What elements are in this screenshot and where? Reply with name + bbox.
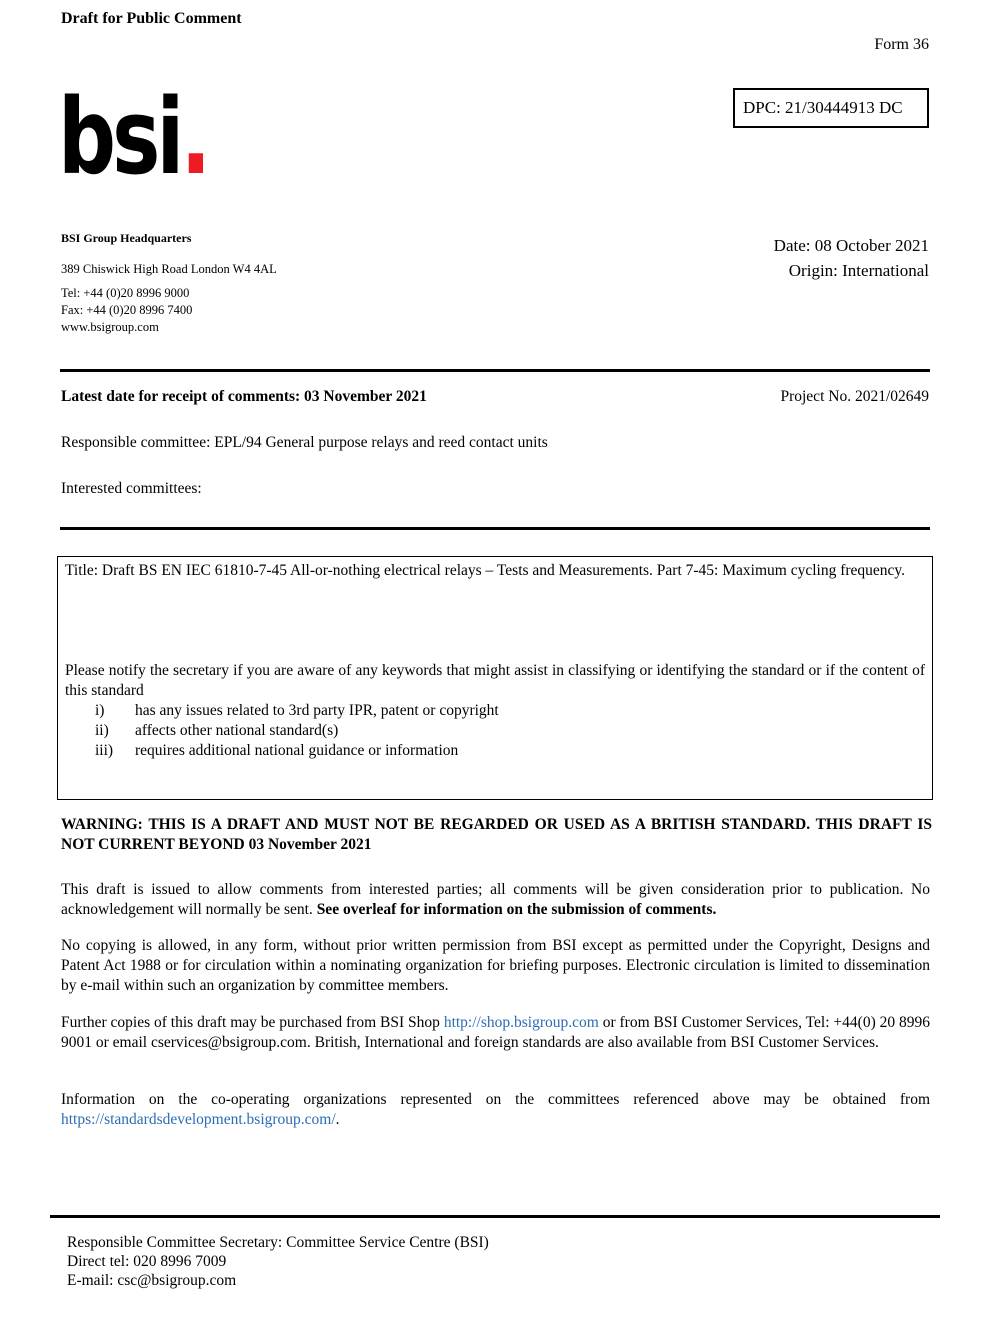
hq-address: 389 Chiswick High Road London W4 4AL	[61, 262, 277, 276]
bsi-logo-text: bsi	[58, 76, 181, 198]
bsi-logo-dot: .	[180, 76, 208, 198]
copyright-paragraph: No copying is allowed, in any form, without prior written permission from BSI except as permitted under the Copyright, Designs and Patent Act 1988 or for circulation within a nominating organization for briefing purposes. Electronic circulation is limited to dissemination by e-mail within such an organization by committee members.	[61, 937, 930, 994]
interested-committees: Interested committees:	[61, 480, 202, 497]
hq-address-block	[61, 231, 277, 336]
divider-bottom	[50, 1215, 940, 1218]
comments-deadline-row	[61, 388, 929, 406]
keywords-notice: Please notify the secretary if you are aware of any keywords that might assist in classifying or identifying the standard or if the content of this standard	[65, 662, 925, 699]
p4-text-pre: Information on the co-operating organizations represented on the committees referenced above may be obtained from	[61, 1091, 930, 1108]
purchase-paragraph	[61, 1013, 930, 1053]
standards-development-link[interactable]: https://standardsdevelopment.bsigroup.com/	[61, 1111, 336, 1128]
keyword-item-3	[65, 741, 925, 761]
keyword-item-2-text: affects other national standard(s)	[135, 722, 339, 739]
standard-title: Title: Draft BS EN IEC 61810-7-45 All-or-nothing electrical relays – Tests and Measurements. Part 7-45: Maximum cycling frequency.	[65, 562, 906, 579]
dpc-number-box	[733, 88, 929, 128]
dpc-number: DPC: 21/30444913 DC	[743, 98, 903, 117]
footer-email-line: E-mail: csc@bsigroup.com	[67, 1272, 237, 1289]
keyword-item-1	[65, 701, 925, 721]
date-line: Date: 08 October 2021	[773, 236, 929, 255]
keyword-item-1-text: has any issues related to 3rd party IPR, patent or copyright	[135, 702, 499, 719]
p1-bold-text: See overleaf for information on the submission of comments.	[316, 901, 717, 918]
cooperating-organizations-paragraph	[61, 1090, 930, 1130]
bsi-shop-link[interactable]: http://shop.bsigroup.com	[443, 1014, 599, 1031]
p3-text-post: or from BSI Customer Services, Tel: +44(0) 20 8996 9001 or email cservices@bsigroup.com. British, International and foreign standards are also available from BSI Customer Services.	[61, 1014, 931, 1051]
divider-middle	[60, 527, 930, 530]
hq-tel: Tel: +44 (0)20 8996 9000	[61, 286, 190, 300]
latest-date-label: Latest date for receipt of comments: 03 November 2021	[61, 388, 427, 405]
project-number: Project No. 2021/02649	[780, 388, 929, 405]
keyword-item-2	[65, 721, 925, 741]
keyword-item-3-text: requires additional national guidance or information	[135, 742, 459, 759]
keyword-item-2-marker: ii)	[95, 722, 109, 739]
footer-contact-block	[67, 1233, 489, 1290]
hq-website: www.bsigroup.com	[61, 320, 159, 334]
hq-fax: Fax: +44 (0)20 8996 7400	[61, 303, 193, 317]
divider-top	[60, 369, 930, 372]
comments-submission-paragraph	[61, 880, 930, 920]
committee-secretary-line: Responsible Committee Secretary: Committee Service Centre (BSI)	[67, 1234, 489, 1251]
title-box	[57, 556, 933, 800]
date-origin-block	[774, 233, 929, 283]
draft-warning: WARNING: THIS IS A DRAFT AND MUST NOT BE REGARDED OR USED AS A BRITISH STANDARD. THIS DRAFT IS NOT CURRENT BEYOND 03 November 2021	[61, 816, 932, 853]
bsi-logo	[58, 76, 208, 198]
responsible-committee: Responsible committee: EPL/94 General purpose relays and reed contact units	[61, 434, 548, 451]
p4-text-post: .	[335, 1111, 340, 1128]
direct-tel-line: Direct tel: 020 8996 7009	[67, 1253, 227, 1270]
keyword-item-1-marker: i)	[95, 702, 105, 719]
keyword-item-3-marker: iii)	[95, 742, 114, 759]
origin-line: Origin: International	[788, 261, 929, 280]
p3-text-pre: Further copies of this draft may be purchased from BSI Shop	[61, 1014, 444, 1031]
hq-title: BSI Group Headquarters	[61, 231, 192, 245]
form-number: Form 36	[874, 36, 929, 53]
p1-text: This draft is issued to allow comments from interested parties; all comments will be given consideration prior to publication. No acknowledgement will normally be sent.	[61, 881, 930, 918]
draft-for-public-comment-label: Draft for Public Comment	[61, 10, 242, 27]
